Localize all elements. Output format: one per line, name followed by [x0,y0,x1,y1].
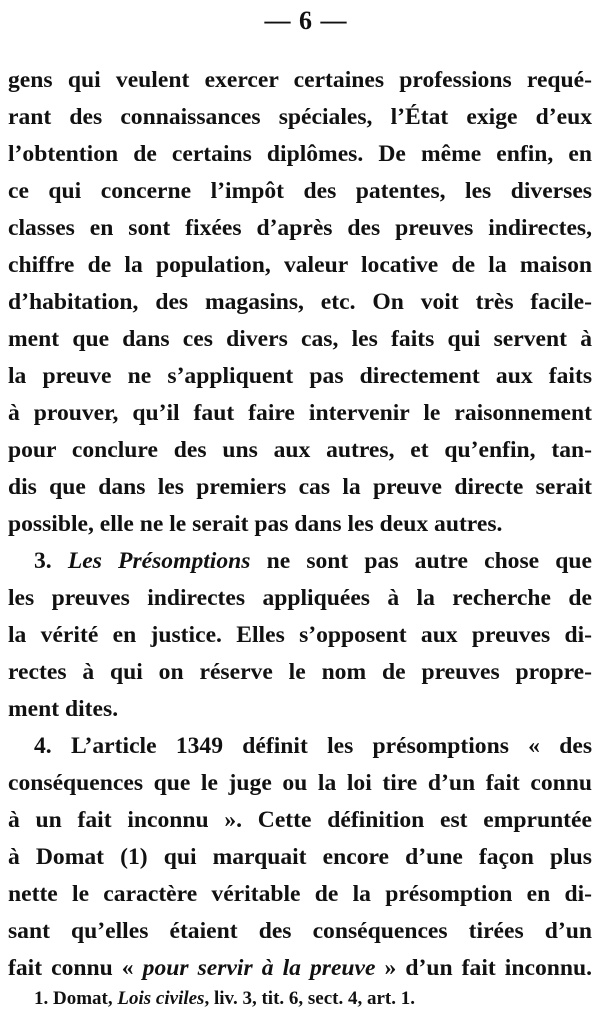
text-line: classes en sont fixées d’après des preuves indirectes, [8,215,592,241]
text-line: conséquences que le juge ou la loi tire d’un fait connu [8,770,592,796]
text-segment: » d’un fait inconnu. [375,955,593,981]
text-line: les preuves indirectes appliquées à la recherche de [8,585,592,611]
text-line: sant qu’elles étaient des conséquences tirées d’un [8,918,592,944]
body-text [8,62,592,987]
text-line: ment que dans ces divers cas, les faits qui servent à [8,326,592,352]
text-line: pour conclure des uns aux autres, et qu’enfin, tan- [8,437,592,463]
text-line: à un fait inconnu ». Cette définition est empruntée [8,807,592,833]
page-number: — 6 — [264,6,348,35]
text-line: rectes à qui on réserve le nom de preuves propre- [8,659,592,685]
section-number: 3. [34,548,68,574]
footnote-prefix: 1. Domat, [34,988,118,1009]
text-line: ce qui concerne l’impôt des patentes, les diverses [8,178,592,204]
text-line: chiffre de la population, valeur locative de la maison [8,252,592,278]
text-line: d’habitation, des magasins, etc. On voit très facile- [8,289,592,315]
text-line [8,950,592,987]
text-line: à prouver, qu’il faut faire intervenir le raisonnement [8,400,592,426]
text-line: la vérité en justice. Elles s’opposent aux preuves di- [8,622,592,648]
text-line [8,543,592,580]
text-line: ment dites. [8,696,119,722]
footnote [34,988,594,1010]
footnote-suffix: , liv. 3, tit. 6, sect. 4, art. 1. [204,988,415,1009]
text-line: à Domat (1) qui marquait encore d’une façon plus [8,844,592,870]
text-line: 4. L’article 1349 définit les présomptions « des [34,733,592,759]
text-line: rant des connaissances spéciales, l’État exige d’eux [8,104,592,130]
text-segment: ne sont pas autre chose que [250,548,592,574]
text-segment: fait connu « [8,955,143,981]
text-line: dis que dans les premiers cas la preuve directe serait [8,474,592,500]
footnote-title: Lois civiles [117,988,205,1009]
text-line: nette le caractère véritable de la présomption en di- [8,881,592,907]
text-line: gens qui veulent exercer certaines professions requé- [8,67,592,93]
text-line: la preuve ne s’appliquent pas directement aux faits [8,363,592,389]
italic-quote: pour servir à la preuve [142,955,376,981]
italic-term: Les Présomptions [67,548,251,574]
text-line: l’obtention de certains diplômes. De même enfin, en [8,141,592,167]
text-line: possible, elle ne le serait pas dans les deux autres. [8,511,503,537]
